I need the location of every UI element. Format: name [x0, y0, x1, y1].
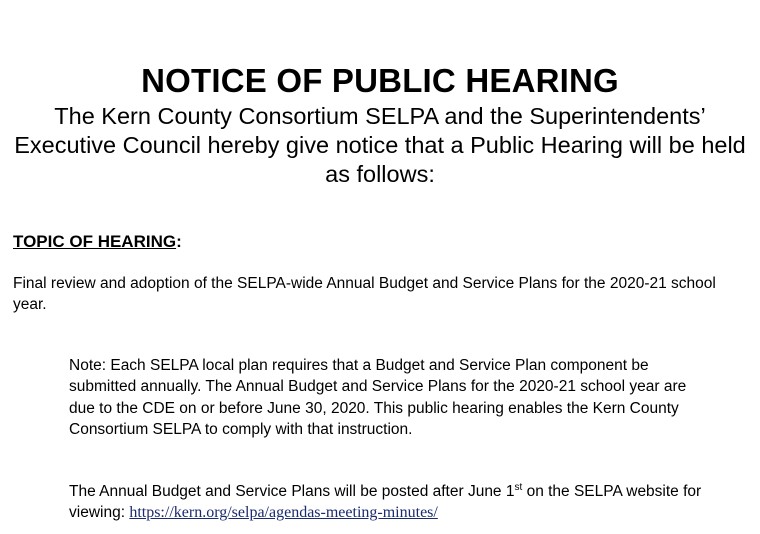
posting-superscript: st — [514, 482, 523, 493]
posting-text-before: The Annual Budget and Service Plans will be posted after June 1 — [69, 483, 515, 500]
topic-heading — [13, 231, 182, 253]
topic-description: Final review and adoption of the SELPA-wide Annual Budget and Service Plans for the 2020-21 school year. — [13, 275, 716, 313]
posting-text-after: on the SELPA website for viewing: — [69, 483, 702, 522]
notice-title: NOTICE OF PUBLIC HEARING — [141, 62, 619, 99]
posting-paragraph — [69, 481, 709, 524]
note-paragraph: Note: Each SELPA local plan requires that a Budget and Service Plan component be submitted annually. The Annual Budget and Service Plans for the 2020-21 school year are due to the CDE on or before June 30, 2020. This public hearing enables the Kern County Consortium SELPA to comply with that instruction. — [69, 357, 687, 438]
notice-intro: The Kern County Consortium SELPA and the Superintendents’ Executive Council hereby give notice that a Public Hearing will be held as follows: — [14, 103, 746, 187]
selpa-website-link[interactable]: https://kern.org/selpa/agendas-meeting-minutes/ — [129, 504, 438, 522]
topic-heading-colon: : — [176, 232, 182, 251]
topic-heading-label: TOPIC OF HEARING — [13, 232, 177, 251]
